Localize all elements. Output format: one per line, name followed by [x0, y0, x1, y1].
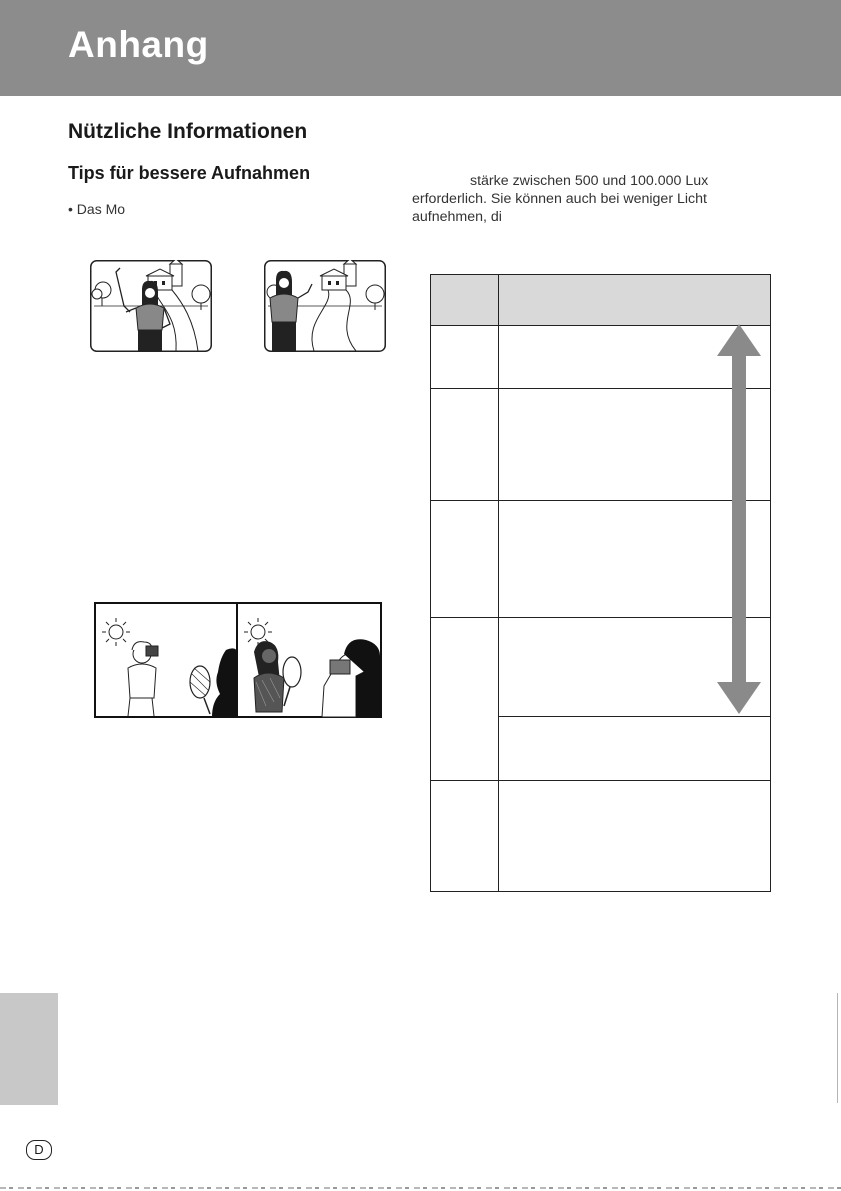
- illustration-subject-offset: [264, 260, 386, 352]
- lux-table: [430, 274, 771, 892]
- side-tab: [0, 993, 58, 1105]
- table-column-divider: [498, 274, 499, 891]
- paragraph-line: stärke zwischen 500 und 100.000 Lux: [470, 173, 709, 189]
- table-row-divider: [498, 716, 771, 717]
- lux-paragraph: [412, 172, 772, 226]
- paragraph-line: erforderlich. Sie können auch bei weniger Licht: [412, 191, 707, 207]
- paragraph-line: aufnehmen, di: [412, 209, 502, 225]
- illustration-subject-centered: [90, 260, 212, 352]
- illustration-backlight: [94, 602, 382, 718]
- table-row-divider: [430, 780, 771, 781]
- section-subtitle: Tips für bessere Aufnahmen: [68, 163, 311, 183]
- footer-strip: [0, 1187, 841, 1189]
- page-title: Anhang: [68, 24, 209, 65]
- page-header: [0, 0, 841, 96]
- edge-line: [837, 993, 838, 1103]
- language-marker: D: [26, 1140, 52, 1160]
- double-arrow-icon: [716, 324, 762, 714]
- section-title: Nützliche Informationen: [68, 120, 308, 143]
- bullet-text: • Das Mo: [68, 201, 126, 217]
